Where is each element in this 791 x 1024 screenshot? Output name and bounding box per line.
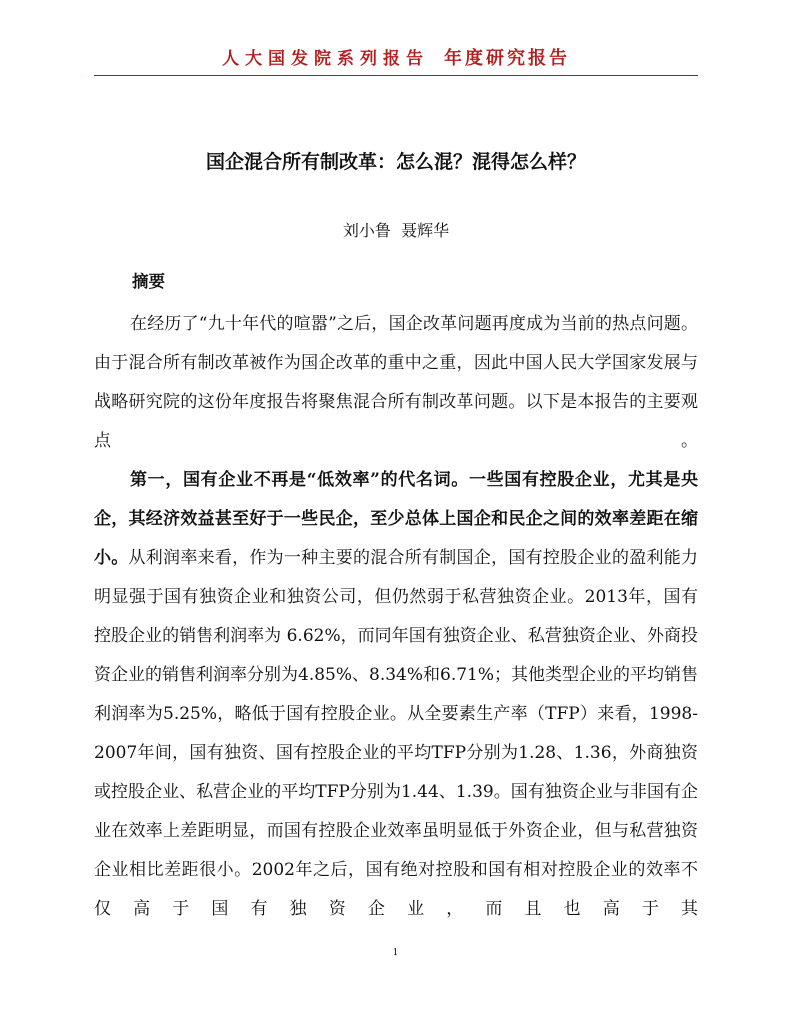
header-annual-report: 年度研究报告 [444, 48, 571, 69]
paragraph-2-body: 从利润率来看，作为一种主要的混合所有制国企，国有控股企业的盈利能力明显强于国有独资企业和独资公司，但仍然弱于私营独资企业。2013年，国有控股企业的销售利润率为 6.62%，而同年国有独资企业、私营独资企业、外商投资企业的销售利润率分别为4.85%、8.34%和6.71%；其他类型企业的平均销售利润率为5.25%，略低于国有控股企业。从全要素生产率（TFP）来看，1998-2007年间，国有独资、国有控股企业的平均TFP分别为1.28、1.36，外商独资或控股企业、私营企业的平均TFP分别为1.44、1.39。国有独资企业与非国有企业在效率上差距明显，而国有控股企业效率虽明显低于外资企业，但与私营独资企业相比差距很小。2002年之后，国有绝对控股和国有相对控股企业的效率不仅高于国有独资企业，而且也高于其 [94, 548, 699, 919]
abstract-paragraph-2 [94, 461, 698, 929]
header-series-title: 人大国发院系列报告 [221, 49, 429, 69]
document-title: 国企混合所有制改革：怎么混？混得怎么样？ [205, 151, 586, 173]
paragraph-2-lead-sentence: 第一，国有企业不再是“低效率”的代名词。一些国有控股企业，尤其是央企，其经济效益甚至好于一些民企，至少总体上国企和民企之间的效率差距在缩小。 [94, 470, 698, 568]
page-header [94, 44, 698, 74]
abstract-paragraph-1: 在经历了“九十年代的喧嚣”之后，国企改革问题再度成为当前的热点问题。由于混合所有制改革被作为国企改革的重中之重，因此中国人民大学国家发展与战略研究院的这份年度报告将聚焦混合所有制改革问题。以下是本报告的主要观点。 [94, 314, 698, 451]
header-divider [94, 75, 698, 76]
page-number: 1 [392, 948, 399, 958]
document-authors: 刘小鲁 聂辉华 [342, 221, 450, 240]
abstract-heading: 摘要 [132, 272, 165, 291]
